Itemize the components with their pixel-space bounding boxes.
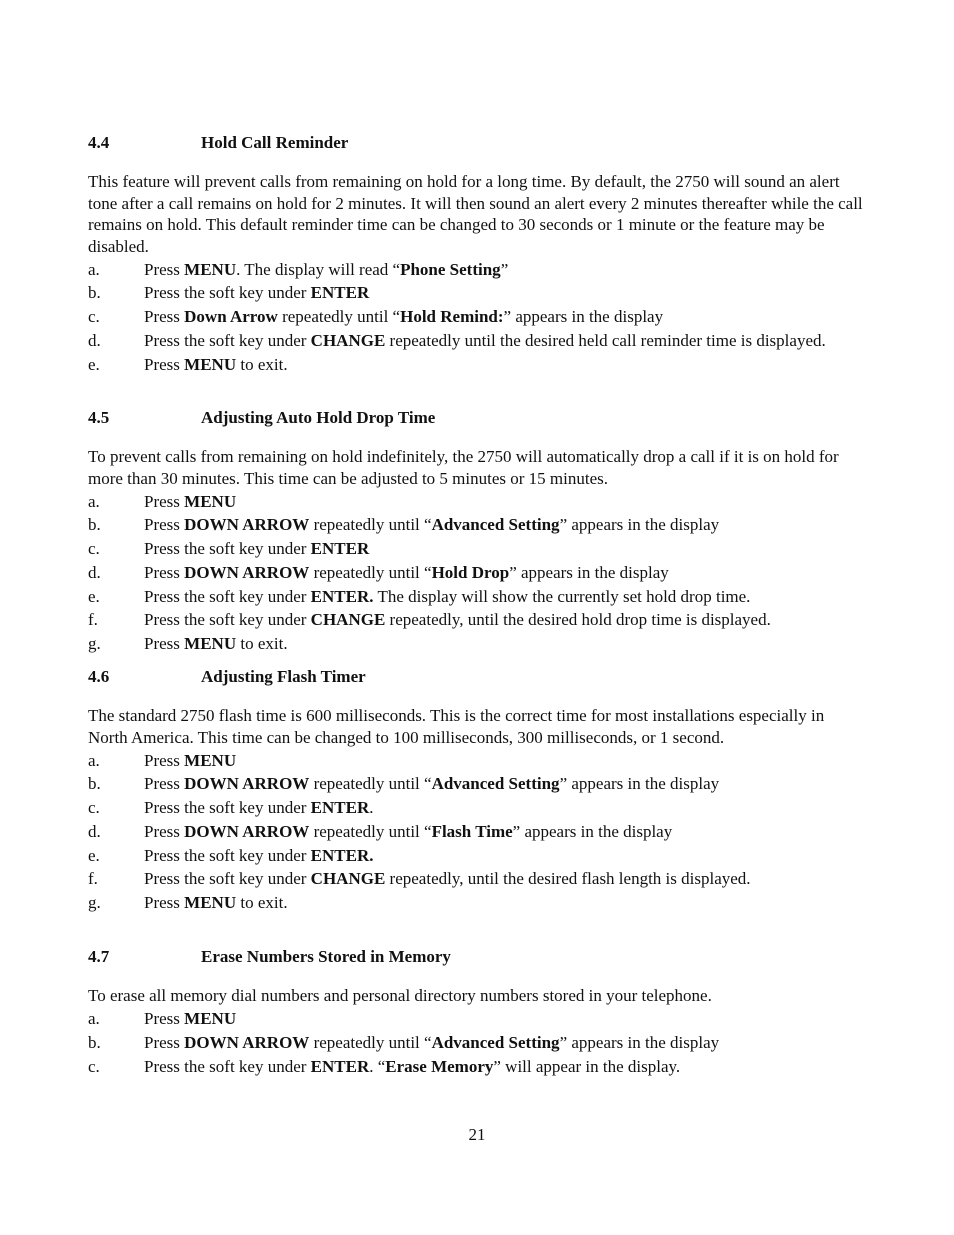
section-heading bbox=[88, 666, 868, 688]
step-keyword: ENTER. bbox=[310, 845, 374, 865]
step-fragment: ” appears in the display bbox=[503, 307, 664, 327]
step-keyword: CHANGE bbox=[310, 610, 386, 630]
section-intro: To erase all memory dial numbers and personal directory numbers stored in your telephone. bbox=[88, 986, 712, 1005]
step-text bbox=[144, 868, 868, 890]
step-keyword: DOWN ARROW bbox=[184, 774, 310, 794]
step-fragment: Press bbox=[144, 354, 185, 374]
step-fragment: Press the soft key under bbox=[144, 869, 311, 889]
step-letter: f. bbox=[88, 610, 98, 630]
section-intro: The standard 2750 flash time is 600 milliseconds. This is the correct time for most installations especially in North America. This time can be changed to 100 milliseconds, 300 milliseconds, or 1 second. bbox=[88, 706, 825, 747]
step-keyword: DOWN ARROW bbox=[184, 1032, 310, 1052]
step-keyword: Erase Memory bbox=[385, 1056, 494, 1076]
section-number: 4.7 bbox=[88, 947, 110, 966]
step-fragment: to exit. bbox=[236, 893, 288, 913]
step-text bbox=[144, 892, 868, 914]
step-fragment: repeatedly, until the desired flash length is displayed. bbox=[385, 869, 751, 889]
step-fragment: Press bbox=[144, 774, 185, 794]
step-keyword: ENTER bbox=[310, 1056, 370, 1076]
section-4-6 bbox=[88, 666, 868, 916]
step-letter: a. bbox=[88, 259, 100, 279]
step-item bbox=[88, 609, 868, 631]
step-keyword: Phone Setting bbox=[400, 259, 501, 279]
step-keyword: MENU bbox=[184, 634, 237, 654]
step-fragment: repeatedly, until the desired hold drop time is displayed. bbox=[385, 610, 771, 630]
step-item bbox=[88, 491, 868, 513]
step-keyword: MENU bbox=[184, 1009, 237, 1028]
step-keyword: ENTER bbox=[310, 798, 370, 818]
step-text bbox=[144, 1032, 868, 1054]
step-text bbox=[144, 538, 868, 560]
step-letter: b. bbox=[88, 515, 101, 535]
step-fragment: Press the soft key under bbox=[144, 610, 311, 630]
step-keyword: Flash Time bbox=[431, 821, 513, 841]
step-letter: a. bbox=[88, 750, 100, 770]
step-fragment: repeatedly until the desired held call reminder time is displayed. bbox=[385, 330, 826, 350]
step-fragment: . “ bbox=[369, 1056, 386, 1076]
step-fragment: ” will appear in the display. bbox=[493, 1056, 681, 1076]
step-keyword: ENTER bbox=[310, 283, 370, 303]
step-keyword: MENU bbox=[184, 750, 237, 770]
step-letter: b. bbox=[88, 774, 101, 794]
step-letter: g. bbox=[88, 634, 101, 654]
step-fragment: repeatedly until “ bbox=[309, 515, 432, 535]
step-fragment: to exit. bbox=[236, 634, 288, 654]
step-item bbox=[88, 1008, 868, 1030]
step-fragment: to exit. bbox=[236, 354, 288, 374]
step-text bbox=[144, 845, 868, 867]
section-intro: This feature will prevent calls from remaining on hold for a long time. By default, the 2750 will sound an alert tone after a call remains on hold for 2 minutes. It will then sound an alert every 2 minutes thereafter while the call remains on hold. This default reminder time can be changed to 30 seconds or 1 minute or the feature may be disabled. bbox=[88, 172, 863, 256]
section-4-7 bbox=[88, 946, 868, 1079]
step-fragment: Press bbox=[144, 1032, 185, 1052]
section-number: 4.4 bbox=[88, 133, 110, 152]
step-letter: b. bbox=[88, 1032, 101, 1052]
step-text bbox=[144, 306, 868, 328]
step-item bbox=[88, 892, 868, 914]
step-item bbox=[88, 354, 868, 376]
step-keyword: Down Arrow bbox=[184, 307, 278, 327]
step-text bbox=[144, 1008, 868, 1030]
step-keyword: DOWN ARROW bbox=[184, 562, 310, 582]
step-item bbox=[88, 633, 868, 655]
section-heading bbox=[88, 132, 868, 154]
step-fragment: Press bbox=[144, 634, 185, 654]
step-fragment: The display will show the currently set hold drop time. bbox=[373, 586, 751, 606]
step-fragment: Press bbox=[144, 515, 185, 535]
step-fragment: Press bbox=[144, 307, 185, 327]
step-text bbox=[144, 491, 868, 513]
step-item bbox=[88, 1032, 868, 1054]
step-item bbox=[88, 538, 868, 560]
step-item bbox=[88, 845, 868, 867]
step-item bbox=[88, 797, 868, 819]
section-title: Hold Call Reminder bbox=[201, 133, 349, 152]
step-text bbox=[144, 562, 868, 584]
step-letter: d. bbox=[88, 330, 101, 350]
step-keyword: CHANGE bbox=[310, 869, 386, 889]
step-item bbox=[88, 330, 868, 352]
step-item bbox=[88, 259, 868, 281]
step-fragment: . bbox=[369, 798, 374, 818]
step-text bbox=[144, 259, 868, 281]
step-keyword: DOWN ARROW bbox=[184, 515, 310, 535]
step-fragment: ” appears in the display bbox=[559, 774, 720, 794]
step-item bbox=[88, 306, 868, 328]
step-keyword: ENTER bbox=[310, 539, 370, 559]
step-fragment: ” appears in the display bbox=[512, 821, 673, 841]
step-text bbox=[144, 514, 868, 536]
section-4-5 bbox=[88, 407, 868, 657]
section-heading bbox=[88, 407, 868, 429]
step-text bbox=[144, 330, 868, 352]
step-fragment: Press the soft key under bbox=[144, 798, 311, 818]
step-letter: e. bbox=[88, 586, 100, 606]
step-letter: e. bbox=[88, 354, 100, 374]
step-letter: f. bbox=[88, 869, 98, 889]
section-heading bbox=[88, 946, 868, 968]
step-fragment: Press bbox=[144, 1009, 185, 1028]
step-fragment: repeatedly until “ bbox=[309, 1032, 432, 1052]
step-keyword: MENU bbox=[184, 491, 237, 511]
step-fragment: Press the soft key under bbox=[144, 283, 311, 303]
step-text bbox=[144, 1056, 868, 1078]
step-item bbox=[88, 562, 868, 584]
step-item bbox=[88, 514, 868, 536]
section-number: 4.6 bbox=[88, 667, 110, 686]
step-keyword: Advanced Setting bbox=[431, 1032, 560, 1052]
step-text bbox=[144, 750, 868, 772]
step-fragment: Press bbox=[144, 562, 185, 582]
step-fragment: . The display will read “ bbox=[236, 259, 401, 279]
step-fragment: Press bbox=[144, 893, 185, 913]
step-keyword: Advanced Setting bbox=[431, 774, 560, 794]
step-letter: c. bbox=[88, 539, 100, 559]
step-keyword: ENTER. bbox=[310, 586, 374, 606]
step-text bbox=[144, 821, 868, 843]
step-letter: c. bbox=[88, 798, 100, 818]
step-fragment: repeatedly until “ bbox=[277, 307, 401, 327]
step-fragment: Press the soft key under bbox=[144, 1056, 311, 1076]
step-item bbox=[88, 773, 868, 795]
page-number: 21 bbox=[468, 1125, 486, 1144]
step-keyword: DOWN ARROW bbox=[184, 821, 310, 841]
step-fragment: Press bbox=[144, 491, 185, 511]
step-letter: a. bbox=[88, 491, 100, 511]
step-item bbox=[88, 282, 868, 304]
step-letter: a. bbox=[88, 1009, 100, 1028]
step-fragment: repeatedly until “ bbox=[309, 821, 432, 841]
section-4-4 bbox=[88, 132, 868, 377]
step-item bbox=[88, 821, 868, 843]
step-letter: c. bbox=[88, 1056, 100, 1076]
step-letter: e. bbox=[88, 845, 100, 865]
section-intro: To prevent calls from remaining on hold indefinitely, the 2750 will automatically drop a call if it is on hold for more than 30 minutes. This time can be adjusted to 5 minutes or 15 minutes. bbox=[88, 447, 839, 488]
step-letter: d. bbox=[88, 821, 101, 841]
step-fragment: repeatedly until “ bbox=[309, 774, 432, 794]
step-fragment: Press bbox=[144, 750, 185, 770]
step-fragment: Press bbox=[144, 821, 185, 841]
step-keyword: MENU bbox=[184, 354, 237, 374]
step-item bbox=[88, 586, 868, 608]
step-item bbox=[88, 1056, 868, 1078]
step-letter: c. bbox=[88, 307, 100, 327]
step-fragment: ” appears in the display bbox=[559, 1032, 720, 1052]
step-letter: b. bbox=[88, 283, 101, 303]
section-title: Adjusting Auto Hold Drop Time bbox=[201, 408, 436, 427]
step-letter: g. bbox=[88, 893, 101, 913]
step-keyword: Advanced Setting bbox=[431, 515, 560, 535]
step-fragment: Press the soft key under bbox=[144, 539, 311, 559]
step-fragment: Press the soft key under bbox=[144, 586, 311, 606]
step-text bbox=[144, 354, 868, 376]
step-fragment: repeatedly until “ bbox=[309, 562, 432, 582]
section-number: 4.5 bbox=[88, 408, 110, 427]
step-fragment: Press the soft key under bbox=[144, 330, 311, 350]
step-text bbox=[144, 609, 868, 631]
step-fragment: ” appears in the display bbox=[509, 562, 669, 582]
step-letter: d. bbox=[88, 562, 101, 582]
step-fragment: ” bbox=[500, 259, 509, 279]
step-text bbox=[144, 773, 868, 795]
step-text bbox=[144, 797, 868, 819]
step-fragment: ” appears in the display bbox=[559, 515, 720, 535]
step-item bbox=[88, 750, 868, 772]
step-fragment: Press bbox=[144, 259, 185, 279]
step-keyword: Hold Remind: bbox=[400, 307, 504, 327]
step-keyword: CHANGE bbox=[310, 330, 386, 350]
step-text bbox=[144, 586, 868, 608]
step-keyword: MENU bbox=[184, 259, 237, 279]
section-title: Erase Numbers Stored in Memory bbox=[201, 947, 451, 966]
step-fragment: Press the soft key under bbox=[144, 845, 311, 865]
step-text bbox=[144, 282, 868, 304]
step-keyword: Hold Drop bbox=[431, 562, 510, 582]
section-title: Adjusting Flash Timer bbox=[201, 667, 366, 686]
step-keyword: MENU bbox=[184, 893, 237, 913]
step-item bbox=[88, 868, 868, 890]
step-text bbox=[144, 633, 868, 655]
